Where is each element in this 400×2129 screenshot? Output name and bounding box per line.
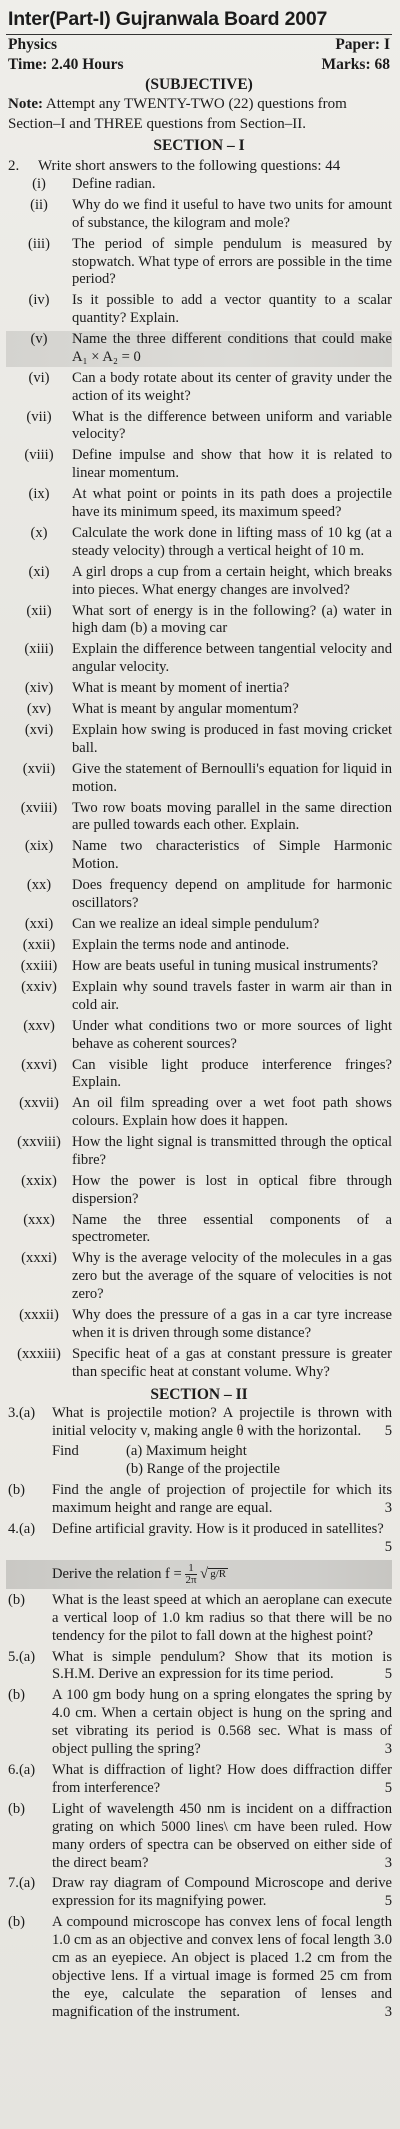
question-body bbox=[52, 1914, 392, 2021]
item-roman-numeral: (iv) bbox=[28, 292, 50, 309]
question-text: Light of wavelength 450 nm is incident on a diffraction grating on which 5000 lines\ cm have been ruled. How many orders of spectra can be observed on either side of the direct beam? bbox=[52, 1800, 392, 1871]
item-text: Name two characteristics of Simple Harmonic Motion. bbox=[72, 838, 392, 873]
paper-type: (SUBJECTIVE) bbox=[145, 76, 253, 93]
question-number: 4.(a) bbox=[8, 1521, 36, 1538]
question-marks: 3 bbox=[384, 1741, 392, 1758]
item-roman-numeral: (vii) bbox=[26, 408, 52, 425]
question-5b bbox=[6, 1687, 392, 1759]
short-question-item bbox=[6, 1018, 392, 1054]
question-number: 3.(a) bbox=[8, 1404, 36, 1421]
item-text: Explain why sound travels faster in warm air than in cold air. bbox=[72, 978, 392, 1013]
short-question-item bbox=[6, 1307, 392, 1343]
question-body bbox=[52, 1405, 392, 1441]
item-text: Explain the terms node and antinode. bbox=[72, 937, 290, 954]
item-text: How the light signal is transmitted through the optical fibre? bbox=[72, 1134, 392, 1168]
short-question-item bbox=[6, 1057, 392, 1093]
item-roman-numeral: (xxv) bbox=[23, 1017, 55, 1034]
item-text: Is it possible to add a vector quantity to a scalar quantity? Explain. bbox=[72, 292, 392, 327]
item-text: Can a body rotate about its center of gravity under the action of its weight? bbox=[72, 369, 392, 404]
fraction-numerator: 1 bbox=[185, 1563, 196, 1575]
item-roman-numeral: (xxxi) bbox=[21, 1250, 57, 1267]
item-text: Two row boats moving parallel in the same direction are pulled towards each other. Explain. bbox=[72, 799, 392, 834]
item-text: At what point or points in its path does a projectile have its minimum speed, its maximum speed? bbox=[72, 486, 392, 521]
question-body bbox=[52, 1482, 392, 1518]
short-question-item bbox=[6, 722, 392, 758]
item-roman-numeral: (xiii) bbox=[24, 641, 54, 658]
item-text: Why does the pressure of a gas in a car tyre increase when it is driven through some distance? bbox=[72, 1307, 392, 1341]
item-text: What sort of energy is in the following? (a) water in high dam (b) a moving car bbox=[72, 602, 392, 637]
total-marks: Marks: 68 bbox=[321, 56, 390, 73]
item-roman-numeral: (xvii) bbox=[22, 760, 56, 777]
formula-fraction bbox=[185, 1563, 196, 1586]
item-roman-numeral: (xiv) bbox=[24, 680, 54, 697]
short-question-item bbox=[6, 331, 392, 367]
question-number: (b) bbox=[8, 1800, 26, 1817]
short-question-item bbox=[6, 641, 392, 677]
question-text: A 100 gm body hung on a spring elongates the spring by 4.0 cm. When a certain object is hung on the spring and set vibrating its period is 0.568 sec. What is mass of object pulling the spring? bbox=[52, 1687, 392, 1758]
question-5a bbox=[6, 1649, 392, 1685]
item-text: The period of simple pendulum is measured by stopwatch. What type of errors are possible in the time period? bbox=[72, 235, 392, 288]
question-text: A compound microscope has convex lens of focal length 1.0 cm as an objective and convex lens of focal length 3.0 cm as an eyepiece. An object is placed 1.2 cm from the objective lens. If a virtual image is formed 25 cm from the eye, calculate the separation of lenses and magnification of the instrument. bbox=[52, 1914, 392, 2020]
item-text: Does frequency depend on amplitude for harmonic oscillators? bbox=[72, 877, 392, 912]
item-roman-numeral: (xxiv) bbox=[21, 978, 57, 995]
question-marks: 3 bbox=[384, 1500, 392, 1517]
subject: Physics bbox=[8, 36, 58, 53]
item-roman-numeral: (xxviii) bbox=[17, 1134, 61, 1151]
short-question-item bbox=[6, 1250, 392, 1303]
item-text: Explain how swing is produced in fast moving cricket ball. bbox=[72, 722, 392, 756]
question-marks: 5 bbox=[384, 1893, 392, 1910]
item-text: Specific heat of a gas at constant pressure is greater than specific heat at constant volume. Why? bbox=[72, 1345, 392, 1380]
question-body bbox=[52, 1801, 392, 1873]
short-question-item bbox=[6, 564, 392, 600]
item-roman-numeral: (i) bbox=[32, 176, 46, 192]
question-text: What is simple pendulum? Show that its motion is S.H.M. Derive an expression for its time period. bbox=[52, 1648, 392, 1683]
question-body bbox=[52, 1687, 392, 1759]
short-question-item bbox=[6, 370, 392, 406]
item-roman-numeral: (xxvi) bbox=[21, 1056, 57, 1073]
item-roman-numeral: (xxiii) bbox=[20, 958, 58, 974]
item-roman-numeral: (iii) bbox=[28, 235, 50, 252]
meta-row-subject bbox=[6, 35, 392, 55]
long-questions bbox=[6, 1405, 392, 2022]
question-number: (b) bbox=[8, 1482, 26, 1499]
item-text: Define impulse and show that how it is related to linear momentum. bbox=[72, 447, 392, 482]
item-text: Can visible light produce interference fringes? Explain. bbox=[72, 1056, 392, 1091]
question-text: What is the least speed at which an aeroplane can execute a vertical loop of 1.0 km radius so that there will be no tendency for the pilot to fall down at the highest point? bbox=[52, 1591, 392, 1644]
item-roman-numeral: (v) bbox=[30, 331, 48, 348]
find-label: Find bbox=[52, 1443, 79, 1460]
question-number: 5.(a) bbox=[8, 1648, 36, 1665]
find-part-b: (b) Range of the projectile bbox=[126, 1461, 280, 1478]
question-text: Define artificial gravity. How is it produced in satellites? bbox=[52, 1521, 384, 1538]
item-text: Why is the average velocity of the molecules in a gas zero but the average of the square of velocities is not zero? bbox=[72, 1250, 392, 1303]
short-question-item bbox=[6, 701, 392, 719]
short-question-item bbox=[6, 1134, 392, 1170]
question-text: What is diffraction of light? How does diffraction differ from interference? bbox=[52, 1762, 392, 1796]
section-2-title: SECTION – II bbox=[150, 1385, 248, 1403]
short-question-item bbox=[6, 176, 392, 194]
question-body bbox=[52, 1521, 392, 1557]
item-roman-numeral: (xv) bbox=[26, 701, 52, 718]
item-text: Can we realize an ideal simple pendulum? bbox=[72, 916, 320, 933]
short-question-item bbox=[6, 979, 392, 1015]
short-question-item bbox=[6, 916, 392, 934]
question-4b bbox=[6, 1592, 392, 1646]
item-text: How the power is lost in optical fibre through dispersion? bbox=[72, 1172, 392, 1207]
question-marks: 5 bbox=[384, 1779, 392, 1796]
short-question-item bbox=[6, 1095, 392, 1131]
item-roman-numeral: (xi) bbox=[28, 563, 50, 580]
item-roman-numeral: (xxx) bbox=[23, 1211, 55, 1228]
short-question-item bbox=[6, 937, 392, 955]
item-roman-numeral: (vi) bbox=[28, 369, 50, 386]
item-text: A girl drops a cup from a certain height, which breaks into pieces. What energy changes are involved? bbox=[72, 563, 392, 598]
item-text: What is meant by angular momentum? bbox=[72, 701, 299, 718]
item-roman-numeral: (xix) bbox=[24, 838, 54, 855]
item-roman-numeral: (xxi) bbox=[24, 916, 54, 933]
question-marks: 3 bbox=[384, 1854, 392, 1871]
question-number: 7.(a) bbox=[8, 1875, 36, 1892]
fraction-denominator: 2π bbox=[185, 1573, 197, 1586]
item-text: Name the three essential components of a spectrometer. bbox=[72, 1211, 392, 1246]
question-3b bbox=[6, 1482, 392, 1518]
short-question-item bbox=[6, 958, 392, 976]
question-6b bbox=[6, 1801, 392, 1873]
paper-meta bbox=[6, 35, 392, 75]
short-question-item bbox=[6, 236, 392, 289]
formula-root: g/R bbox=[210, 1568, 227, 1581]
instructions-note bbox=[8, 95, 392, 134]
question-body bbox=[52, 1762, 392, 1798]
item-roman-numeral: (xxvii) bbox=[19, 1095, 59, 1112]
question-body bbox=[52, 1649, 392, 1685]
item-roman-numeral: (x) bbox=[30, 525, 48, 542]
item-roman-numeral: (xii) bbox=[26, 602, 52, 619]
item-roman-numeral: (xviii) bbox=[20, 799, 58, 816]
item-roman-numeral: (xxxii) bbox=[19, 1307, 59, 1324]
question-text: What is projectile motion? A projectile is thrown with initial velocity v, making angle θ with the horizontal. bbox=[52, 1404, 392, 1439]
short-question-item bbox=[6, 447, 392, 483]
question-marks: 5 bbox=[384, 1422, 392, 1439]
question-number: 6.(a) bbox=[8, 1762, 36, 1778]
paper-number: Paper: I bbox=[335, 36, 390, 53]
question-number: (b) bbox=[8, 1687, 26, 1704]
note-label: Note: bbox=[8, 96, 43, 112]
question-body bbox=[52, 1875, 392, 1911]
short-question-item bbox=[6, 1346, 392, 1382]
section-1-title: SECTION – I bbox=[153, 137, 245, 154]
short-question-item bbox=[6, 525, 392, 561]
short-question-item bbox=[6, 877, 392, 913]
derive-text: Derive the relation f = bbox=[52, 1565, 182, 1582]
item-text: An oil film spreading over a wet foot path shows colours. Explain how does it happen. bbox=[72, 1095, 392, 1130]
item-roman-numeral: (xxix) bbox=[21, 1172, 57, 1189]
item-text: What is the difference between uniform and variable velocity? bbox=[72, 408, 392, 443]
question-number: (b) bbox=[8, 1591, 26, 1608]
item-text: Define radian. bbox=[72, 176, 156, 192]
question-marks: 5 bbox=[384, 1538, 392, 1555]
time-allowed: Time: 2.40 Hours bbox=[8, 56, 124, 73]
short-question-item bbox=[6, 1173, 392, 1209]
item-text: What is meant by moment of inertia? bbox=[72, 680, 290, 697]
sqrt-icon: √ bbox=[200, 1565, 209, 1582]
item-roman-numeral: (xxxiii) bbox=[17, 1345, 61, 1362]
short-question-item bbox=[6, 409, 392, 445]
question-marks: 3 bbox=[384, 2003, 392, 2020]
question-7a bbox=[6, 1875, 392, 1911]
question-3a-find bbox=[6, 1443, 392, 1461]
question-text: Draw ray diagram of Compound Microscope and derive expression for its magnifying power. bbox=[52, 1875, 392, 1910]
paper-title: Inter(Part-I) Gujranwala Board 2007 bbox=[6, 6, 392, 35]
item-text: How are beats useful in tuning musical instruments? bbox=[72, 958, 378, 974]
question-number: 2. bbox=[8, 158, 20, 174]
item-text: Calculate the work done in lifting mass of 10 kg (at a steady velocity) through a vertical height of 10 m. bbox=[72, 525, 392, 559]
short-question-item bbox=[6, 680, 392, 698]
question-2-heading bbox=[8, 156, 392, 176]
short-question-item bbox=[6, 292, 392, 328]
question-3a-find-b bbox=[6, 1461, 392, 1479]
item-roman-numeral: (ii) bbox=[30, 196, 48, 213]
question-text: Write short answers to the following questions: 44 bbox=[38, 158, 341, 174]
item-roman-numeral: (viii) bbox=[24, 447, 54, 464]
find-part-a: (a) Maximum height bbox=[126, 1443, 247, 1460]
question-7b bbox=[6, 1914, 392, 2021]
short-question-item bbox=[6, 800, 392, 836]
short-question-item bbox=[6, 838, 392, 874]
short-question-item bbox=[6, 761, 392, 797]
derive-formula bbox=[52, 1563, 392, 1586]
question-number: (b) bbox=[8, 1914, 26, 1931]
question-4a bbox=[6, 1521, 392, 1557]
question-marks: 5 bbox=[384, 1666, 392, 1683]
item-text: Explain the difference between tangential velocity and angular velocity. bbox=[72, 641, 392, 676]
question-4a-derive bbox=[6, 1560, 392, 1589]
item-text: Under what conditions two or more sources of light behave as coherent sources? bbox=[72, 1017, 392, 1052]
item-roman-numeral: (ix) bbox=[28, 486, 50, 503]
item-roman-numeral: (xx) bbox=[26, 877, 52, 894]
question-6a bbox=[6, 1762, 392, 1798]
item-roman-numeral: (xxii) bbox=[22, 937, 56, 954]
short-questions-list bbox=[6, 176, 392, 1381]
question-text: Find the angle of projection of projectile for which its maximum height and range are equal. bbox=[52, 1482, 392, 1517]
short-question-item bbox=[6, 197, 392, 233]
meta-row-time bbox=[6, 55, 392, 75]
short-question-item bbox=[6, 603, 392, 639]
note-text: Attempt any TWENTY-TWO (22) questions from Section–I and THREE questions from Section–II. bbox=[8, 96, 347, 132]
short-question-item bbox=[6, 1212, 392, 1248]
item-roman-numeral: (xvi) bbox=[24, 722, 54, 739]
question-3a bbox=[6, 1405, 392, 1441]
item-text: Name the three different conditions that could make A₁ × A₂ = 0 bbox=[72, 331, 392, 365]
short-question-item bbox=[6, 486, 392, 522]
item-text: Why do we find it useful to have two units for amount of substance, the kilogram and mole? bbox=[72, 196, 392, 231]
item-text: Give the statement of Bernoulli's equation for liquid in motion. bbox=[72, 760, 392, 795]
